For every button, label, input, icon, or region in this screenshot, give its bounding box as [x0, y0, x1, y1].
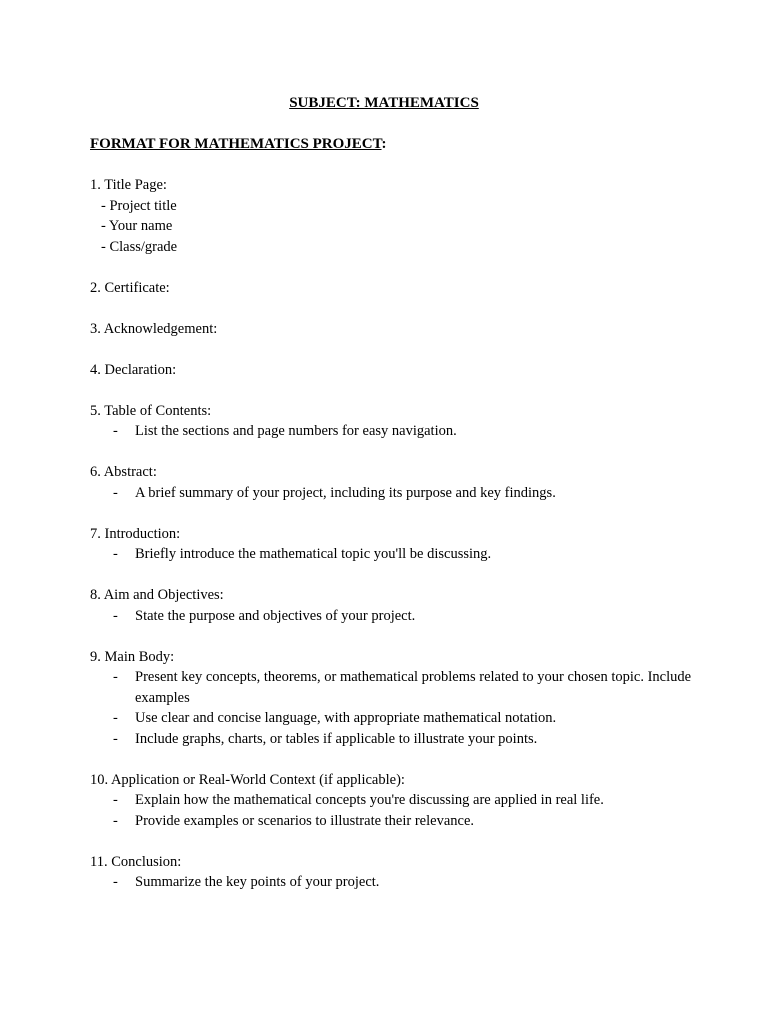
- bullet-dash: -: [113, 792, 118, 808]
- section-2: [90, 278, 700, 299]
- section-8: [90, 585, 700, 626]
- section-1: [90, 175, 700, 257]
- section-heading: 3. Acknowledgement:: [90, 320, 218, 337]
- bullet-dash: -: [113, 546, 118, 562]
- section-bullet: [90, 790, 700, 811]
- section-heading: 11. Conclusion:: [90, 853, 182, 870]
- section-11: [90, 852, 700, 893]
- format-heading: [90, 134, 387, 154]
- format-heading-colon: :: [381, 136, 387, 152]
- section-heading: 9. Main Body:: [90, 648, 175, 665]
- bullet-text: Use clear and concise language, with appropriate mathematical notation.: [135, 710, 557, 726]
- bullet-text: Summarize the key points of your project.: [135, 874, 380, 890]
- section-heading: 5. Table of Contents:: [90, 402, 212, 419]
- section-heading: 1. Title Page:: [90, 177, 167, 193]
- section-heading: 10. Application or Real-World Context (if applicable):: [90, 771, 405, 788]
- section-subitem: - Project title: [101, 197, 177, 214]
- section-6: [90, 462, 700, 503]
- section-bullet: [90, 708, 700, 729]
- bullet-text: Provide examples or scenarios to illustrate their relevance.: [135, 812, 475, 829]
- section-heading: 7. Introduction:: [90, 525, 181, 542]
- section-4: [90, 360, 700, 381]
- section-bullet: [90, 606, 700, 627]
- bullet-text: List the sections and page numbers for easy navigation.: [135, 423, 457, 439]
- section-bullet: [90, 729, 700, 750]
- subject-heading: SUBJECT: MATHEMATICS: [289, 95, 479, 111]
- section-heading: 6. Abstract:: [90, 464, 157, 480]
- format-heading-text: FORMAT FOR MATHEMATICS PROJECT: [90, 136, 382, 152]
- section-3: [90, 319, 700, 340]
- section-bullet: [90, 872, 700, 893]
- bullet-text: State the purpose and objectives of your project.: [135, 607, 416, 624]
- bullet-dash: -: [113, 423, 118, 439]
- bullet-dash: -: [113, 730, 118, 747]
- section-heading: 2. Certificate:: [90, 279, 170, 296]
- section-bullet: [90, 811, 700, 832]
- bullet-text: A brief summary of your project, including its purpose and key findings.: [135, 484, 556, 501]
- bullet-dash: -: [113, 607, 118, 624]
- section-heading: 4. Declaration:: [90, 361, 177, 378]
- section-7: [90, 524, 700, 565]
- section-bullet: [90, 483, 700, 504]
- sections-list: [90, 175, 700, 893]
- bullet-dash: -: [113, 484, 118, 501]
- section-subitem: - Class/grade: [101, 238, 178, 255]
- section-bullet: [90, 421, 700, 442]
- section-bullet: [90, 667, 700, 708]
- bullet-text: Briefly introduce the mathematical topic you'll be discussing.: [135, 546, 492, 562]
- bullet-dash: -: [113, 874, 118, 890]
- bullet-text: Present key concepts, theorems, or mathematical problems related to your chosen topic. Include examples: [135, 669, 692, 706]
- section-10: [90, 770, 700, 832]
- section-9: [90, 647, 700, 750]
- section-bullet: [90, 544, 700, 565]
- bullet-text: Include graphs, charts, or tables if applicable to illustrate your points.: [135, 730, 538, 747]
- bullet-dash: -: [113, 669, 118, 685]
- section-5: [90, 401, 700, 442]
- bullet-dash: -: [113, 710, 118, 726]
- bullet-text: Explain how the mathematical concepts you're discussing are applied in real life.: [135, 792, 604, 808]
- bullet-dash: -: [113, 812, 118, 829]
- section-heading: 8. Aim and Objectives:: [90, 587, 224, 603]
- section-subitem: - Your name: [101, 218, 173, 234]
